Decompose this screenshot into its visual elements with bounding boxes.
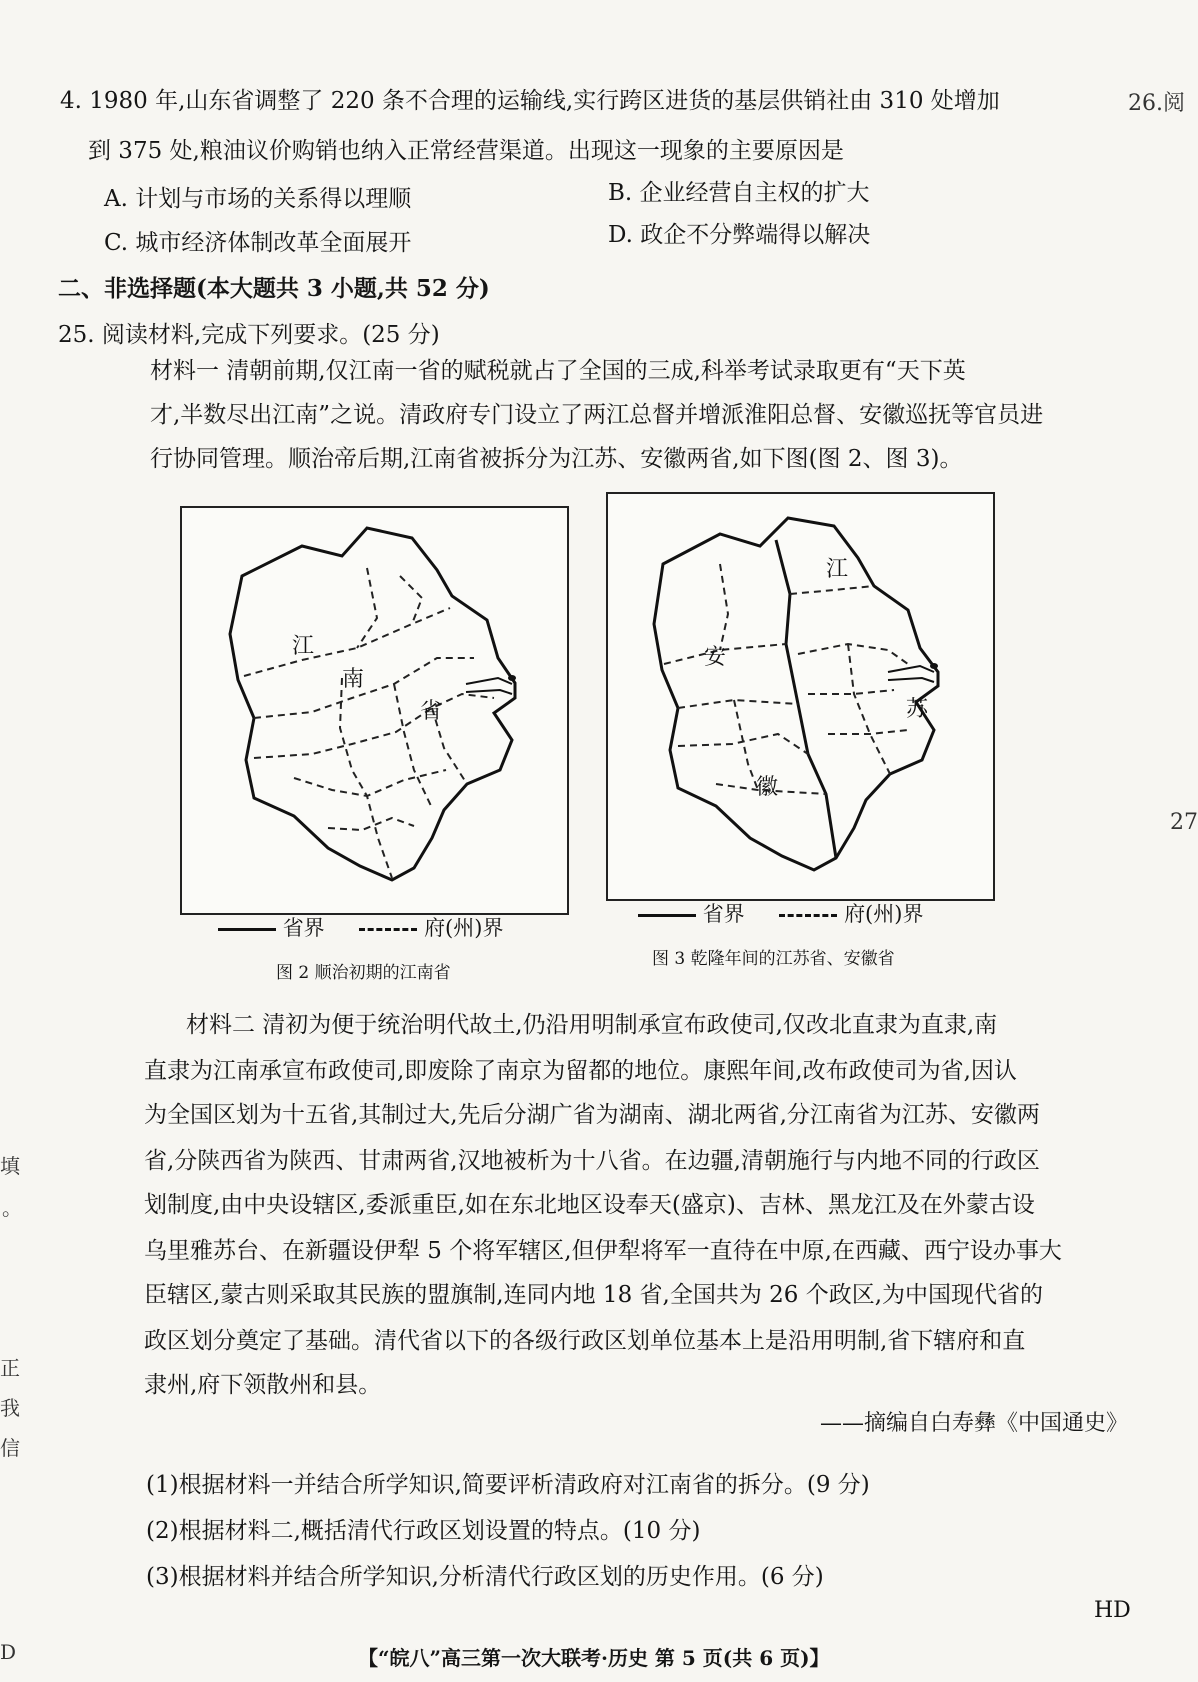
jiangnan-map [182,508,567,913]
section-heading: 二、非选择题(本大题共 3 小题,共 52 分) [58,275,490,302]
map-label: 安 [704,645,727,670]
legend-dashed-line [779,914,837,917]
map-label: 徽 [756,775,779,800]
river-estuary [888,666,934,682]
map-label: 省 [420,699,443,724]
material-source: ——摘编自白寿彝《中国通史》 [819,1411,1128,1436]
q25-stem: 25. 阅读材料,完成下列要求。(25 分) [58,322,440,348]
river-estuary [466,678,512,694]
prefecture-boundaries [244,568,494,878]
margin-fragment: 我 [0,1396,20,1420]
material2-line4: 省,分陕西省为陕西、甘肃两省,汉地被析为十八省。在边疆,清朝施行与内地不同的行政区 [144,1148,1040,1174]
map-figure-3 [606,492,995,901]
subquestion-1: (1)根据材料一并结合所学知识,简要评析清政府对江南省的拆分。(9 分) [146,1472,870,1498]
margin-fragment: 27 [1170,810,1198,835]
figure-caption-3: 图 3 乾隆年间的江苏省、安徽省 [652,949,895,969]
material2-line1: 材料二 清初为便于统治明代故土,仍沿用明制承宣布政使司,仅改北直隶为直隶,南 [186,1012,998,1038]
margin-fragment: 填 [0,1154,20,1178]
margin-fragment: 正 [0,1356,20,1380]
subquestion-3: (3)根据材料并结合所学知识,分析清代行政区划的历史作用。(6 分) [146,1564,824,1590]
material1-line2: 才,半数尽出江南”之说。清政府专门设立了两江总督并增派淮阳总督、安徽巡抚等官员进 [150,402,1044,428]
prefecture-boundaries [664,564,908,794]
material1-line1: 材料一 清朝前期,仅江南一省的赋税就占了全国的三成,科举考试录取更有“天下英 [150,358,966,384]
jiangsu-anhui-map [608,494,993,899]
margin-fragment: 信 [0,1436,20,1460]
map-label: 苏 [906,697,929,722]
material2-line8: 政区划分奠定了基础。清代省以下的各级行政区划单位基本上是沿用明制,省下辖府和直 [144,1328,1026,1354]
page-footer: 【“皖八”高三第一次大联考·历史 第 5 页(共 6 页)】 [358,1646,830,1670]
material2-line3: 为全国区划为十五省,其制过大,先后分湖广省为湖南、湖北两省,分江南省为江苏、安徽两 [144,1102,1040,1128]
map-label: 江 [826,557,849,582]
map-label: 江 [292,634,315,659]
legend-dashed-label: 府(州)界 [844,902,924,926]
q4-option-d: D. 政企不分弊端得以解决 [608,222,871,248]
legend-dashed-line [359,928,417,931]
map-legend-3 [638,898,923,928]
material2-line7: 臣辖区,蒙古则采取其民族的盟旗制,连同内地 18 省,全国共为 26 个政区,为中国现代省的 [144,1282,1044,1308]
material2-line5: 划制度,由中央设辖区,委派重臣,如在东北地区设奉天(盛京)、吉林、黑龙江及在外蒙古设 [144,1192,1035,1218]
q4-option-a: A. 计划与市场的关系得以理顺 [104,186,412,212]
figure-caption-2: 图 2 顺治初期的江南省 [276,963,451,983]
material2-line2: 直隶为江南承宣布政使司,即废除了南京为留都的地位。康熙年间,改布政使司为省,因认 [144,1058,1017,1084]
subquestion-2: (2)根据材料二,概括清代行政区划设置的特点。(10 分) [146,1518,701,1544]
province-boundary-inner [776,540,836,858]
q4-option-b: B. 企业经营自主权的扩大 [608,180,870,206]
margin-fragment: 。 [2,1196,22,1220]
map-figure-2 [180,506,569,915]
island-marker [508,675,516,681]
map-label: 南 [342,667,365,692]
material2-line6: 乌里雅苏台、在新疆设伊犁 5 个将军辖区,但伊犁将军一直待在中原,在西藏、西宁设办事大 [144,1238,1062,1264]
map-legend-2 [218,912,503,942]
material1-line3: 行协同管理。顺治帝后期,江南省被拆分为江苏、安徽两省,如下图(图 2、图 3)。 [150,446,963,472]
q4-stem-line2: 到 375 处,粮油议价购销也纳入正常经营渠道。出现这一现象的主要原因是 [88,138,844,164]
q4-stem-line1: 4. 1980 年,山东省调整了 220 条不合理的运输线,实行跨区进货的基层供销社由 310 处增加 [60,88,1000,114]
legend-solid-label: 省界 [702,902,745,926]
legend-solid-label: 省界 [282,916,325,940]
paper-code: HD [1094,1598,1131,1623]
legend-solid-line [218,928,276,931]
material2-line9: 隶州,府下领散州和县。 [144,1372,382,1398]
q4-option-c: C. 城市经济体制改革全面展开 [104,230,412,256]
province-boundary [230,528,515,880]
margin-fragment: D [0,1640,17,1664]
legend-dashed-label: 府(州)界 [424,916,504,940]
island-marker [930,663,938,669]
margin-fragment: 26.阅 [1128,91,1185,116]
legend-solid-line [638,914,696,917]
